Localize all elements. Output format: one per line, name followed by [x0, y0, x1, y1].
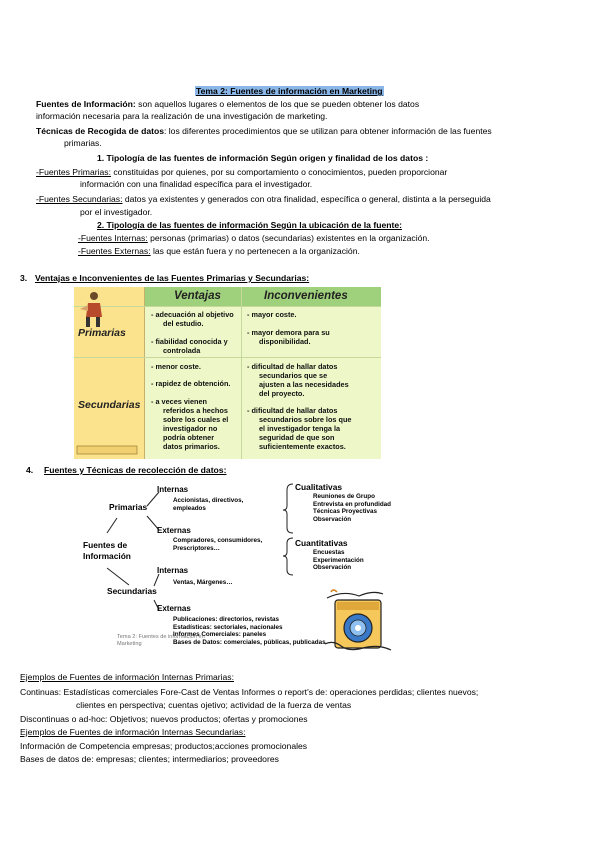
paragraph-fuentes-cont: información necesaria para la realización de una investigación de marketing. — [36, 111, 328, 121]
cell-text: del estudio. — [163, 319, 204, 328]
ventajas-inconvenientes-table — [74, 287, 381, 459]
page-title: Tema 2: Fuentes de información en Marketing — [196, 86, 383, 96]
node-primarias-internas-detail: Accionistas, directivos, empleados — [173, 497, 244, 512]
term-tecnicas: Técnicas de Recogida de datos — [36, 126, 164, 136]
cell-text: seguridad de que son — [259, 433, 335, 442]
row-secundarias: Secundarias — [78, 399, 141, 411]
term-secundarias: -Fuentes Secundarias: — [36, 194, 123, 204]
grid-line — [74, 306, 381, 307]
ejemplos-secundarias-bases: Bases de datos de: empresas; clientes; intermediarios; proveedores — [20, 754, 279, 764]
ejemplos-primarias-continuas: Continuas: Estadísticas comerciales Fore-Cast de Ventas Informes o report's de: operaciones perdidas; clientes nuevos; — [20, 687, 479, 697]
cell-text: del proyecto. — [259, 389, 305, 398]
node-primarias: Primarias — [109, 502, 148, 512]
cell-text: referidos a hechos — [163, 406, 228, 415]
node-cuantitativas: Cuantitativas — [295, 538, 348, 548]
cell-text: - menor coste. — [151, 362, 201, 371]
row-primarias: Primarias — [78, 327, 126, 339]
cell-text: - fiabilidad conocida y — [151, 337, 228, 346]
ejemplos-primarias-continuas-cont: clientes en perspectiva; cuentas ojetivo; actividad de la fuerza de ventas — [76, 700, 352, 710]
node-secundarias-internas-detail: Ventas, Márgenes… — [173, 579, 233, 586]
heading-tecnicas: Fuentes y Técnicas de recolección de datos: — [44, 465, 227, 475]
cell-text: sobre los cuales el — [163, 415, 229, 424]
paragraph-internas: -Fuentes Internas: personas (primarias) o datos (secundarias) existentes en la organización. — [78, 233, 430, 243]
col-inconvenientes: Inconvenientes — [264, 290, 348, 302]
node-fuentes-informacion: Fuentes de Información — [83, 540, 131, 561]
paragraph-tecnicas: Técnicas de Recogida de datos: los diferentes procedimientos que se utilizan para obtener información de las fuentes — [36, 126, 492, 136]
grid-line — [241, 287, 242, 459]
term-externas: -Fuentes Externas: — [78, 246, 151, 256]
cell-text: secundarios sobre los que — [259, 415, 352, 424]
col-ventajas: Ventajas — [174, 290, 221, 302]
cell-text: podría obtener — [163, 433, 215, 442]
term-primarias: -Fuentes Primarias: — [36, 167, 111, 177]
heading-ventajas-number: 3. — [20, 273, 28, 283]
cell-text: suficientemente exactos. — [259, 442, 346, 451]
paragraph-tecnicas-cont: primarias. — [64, 138, 102, 148]
ejemplos-secundarias-competencia: Información de Competencia empresas; productos;acciones promocionales — [20, 741, 308, 751]
node-cualitativas: Cualitativas — [295, 482, 343, 492]
paragraph-fuentes: Fuentes de Información: son aquellos lugares o elementos de los que se pueden obtener los datos — [36, 99, 420, 109]
paragraph-primarias-cont: información con una finalidad específica para el investigador. — [80, 179, 313, 189]
cell-text: controlada — [163, 346, 201, 355]
node-secundarias-externas: Externas — [157, 604, 191, 613]
term-internas: -Fuentes Internas: — [78, 233, 148, 243]
cell-text: secundarios que se — [259, 371, 328, 380]
heading-tipologia-origen: 1. Tipología de las fuentes de información Según origen y finalidad de los datos : — [97, 153, 429, 163]
paragraph-primarias: -Fuentes Primarias: constituidas por quienes, por su comportamiento o conocimientos, pueden proporcionar — [36, 167, 448, 177]
grid-line — [74, 357, 381, 358]
cell-text: ajusten a las necesidades — [259, 380, 349, 389]
diagram-footer: Tema 2: Fuentes de información en Marketing — [117, 634, 205, 647]
node-secundarias-internas: Internas — [157, 566, 189, 575]
cell-text: - rapidez de obtención. — [151, 379, 231, 388]
cell-text: - dificultad de hallar datos — [247, 362, 338, 371]
washing-machine-clipart-icon — [323, 588, 395, 654]
cell-text: datos primarios. — [163, 442, 220, 451]
ejemplos-primarias-heading: Ejemplos de Fuentes de información Internas Primarias: — [20, 672, 234, 682]
grid-line — [144, 287, 145, 459]
cell-text: - dificultad de hallar datos — [247, 406, 338, 415]
ejemplos-primarias-discontinuas: Discontinuas o ad-hoc: Objetivos; nuevos productos; ofertas y promociones — [20, 714, 308, 724]
node-primarias-internas: Internas — [157, 485, 189, 494]
cell-text: - mayor coste. — [247, 310, 297, 319]
node-primarias-externas: Externas — [157, 526, 191, 535]
cell-text: disponibilidad. — [259, 337, 311, 346]
node-primarias-externas-detail: Compradores, consumidores, Prescriptores… — [173, 537, 263, 552]
person-clipart-icon — [76, 289, 108, 329]
heading-tipologia-ubicacion: 2. Tipología de las fuentes de información Según la ubicación de la fuente: — [97, 220, 402, 230]
node-secundarias-externas-detail: Publicaciones: directorios, revistas Estadísticas: sectoriales, nacionales Informes Comerciales: paneles Bases de Datos: comerciales, públicas, publicadas — [173, 616, 326, 647]
ejemplos-secundarias-heading: Ejemplos de Fuentes de información Internas Secundarias: — [20, 727, 246, 737]
paragraph-externas: -Fuentes Externas: las que están fuera y no pertenecen a la organización. — [78, 246, 360, 256]
cell-text: - a veces vienen — [151, 397, 207, 406]
node-secundarias: Secundarias — [107, 586, 157, 596]
paragraph-secundarias: -Fuentes Secundarias: datos ya existentes y generados con otra finalidad, específica o general, distinta a la perseguida — [36, 194, 491, 204]
paragraph-secundarias-cont: por el investigador. — [80, 207, 153, 217]
cell-text: - adecuación al objetivo — [151, 310, 234, 319]
term-fuentes: Fuentes de Información: — [36, 99, 136, 109]
book-clipart-icon — [75, 444, 141, 456]
cell-text: el investigador tenga la — [259, 424, 341, 433]
cell-text: - mayor demora para su — [247, 328, 330, 337]
heading-tecnicas-number: 4. — [26, 465, 34, 475]
node-cuantitativas-detail: Encuestas Experimentación Observación — [313, 549, 364, 572]
fuentes-tecnicas-diagram — [77, 478, 404, 656]
node-cualitativas-detail: Reuniones de Grupo Entrevista en profundidad Técnicas Proyectivas Observación — [313, 493, 392, 524]
heading-ventajas: Ventajas e Inconvenientes de las Fuentes Primarias y Secundarias: — [35, 273, 310, 283]
cell-text: investigador no — [163, 424, 218, 433]
